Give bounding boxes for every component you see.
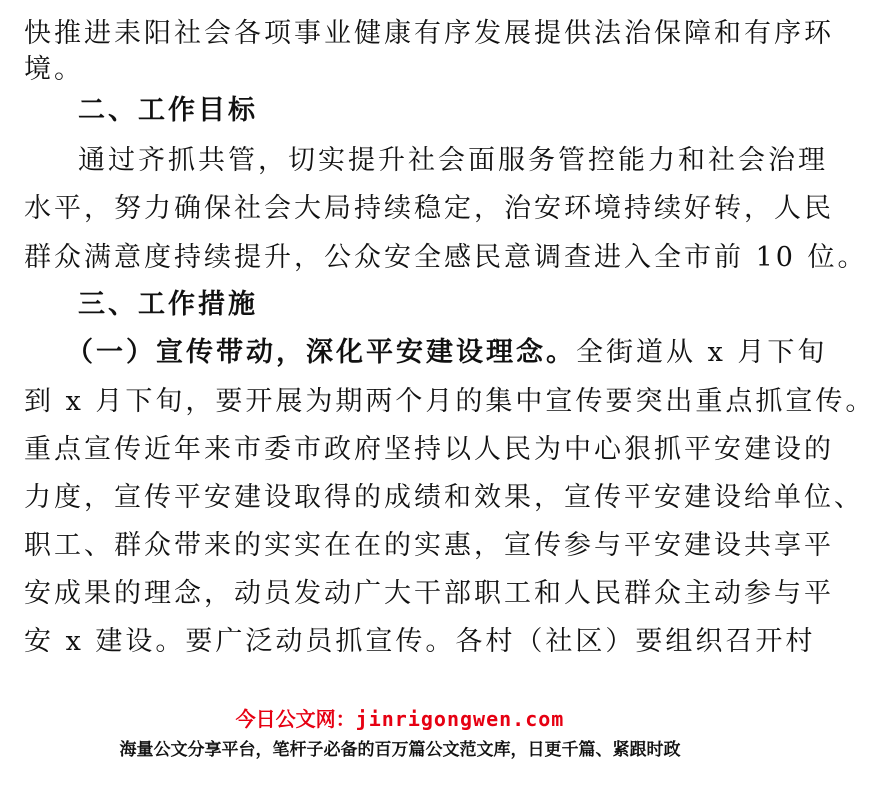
paragraph-line: 力度，宣传平安建设取得的成绩和效果，宣传平安建设给单位、 — [24, 482, 864, 513]
footer-site-link[interactable]: jinrigongwen.com — [355, 707, 565, 731]
site-footer — [0, 700, 800, 800]
paragraph-text: 全街道从 x 月下旬 — [576, 337, 828, 368]
footer-site-label: 今日公文网： — [235, 707, 356, 731]
section-heading-goals: 二、工作目标 — [78, 95, 258, 126]
section-heading-measures: 三、工作措施 — [78, 289, 258, 320]
paragraph-line: 安 x 建设。要广泛动员抓宣传。各村（社区）要组织召开村 — [24, 626, 816, 657]
paragraph-line: 水平，努力确保社会大局持续稳定，治安环境持续好转，人民 — [24, 193, 834, 224]
paragraph-line: 通过齐抓共管，切实提升社会面服务管控能力和社会治理 — [78, 145, 828, 176]
footer-tagline: 海量公文分享平台，笔杆子必备的百万篇公文范文库，日更千篇、紧跟时政 — [119, 740, 681, 760]
paragraph-line — [66, 329, 827, 377]
paragraph-line: 到 x 月下旬，要开展为期两个月的集中宣传要突出重点抓宣传。 — [24, 386, 875, 417]
paragraph-line: 境。 — [24, 54, 84, 85]
subsection-lead: （一）宣传带动，深化平安建设理念。 — [66, 337, 576, 368]
paragraph-line: 安成果的理念，动员发动广大干部职工和人民群众主动参与平 — [24, 578, 834, 609]
paragraph-line: 快推进耒阳社会各项事业健康有序发展提供法治保障和有序环 — [24, 18, 834, 49]
paragraph-line: 重点宣传近年来市委市政府坚持以人民为中心狠抓平安建设的 — [24, 434, 834, 465]
footer-site-line — [0, 704, 800, 734]
paragraph-line: 职工、群众带来的实实在在的实惠，宣传参与平安建设共享平 — [24, 530, 834, 561]
paragraph-line: 群众满意度持续提升，公众安全感民意调查进入全市前 10 位。 — [24, 242, 868, 273]
